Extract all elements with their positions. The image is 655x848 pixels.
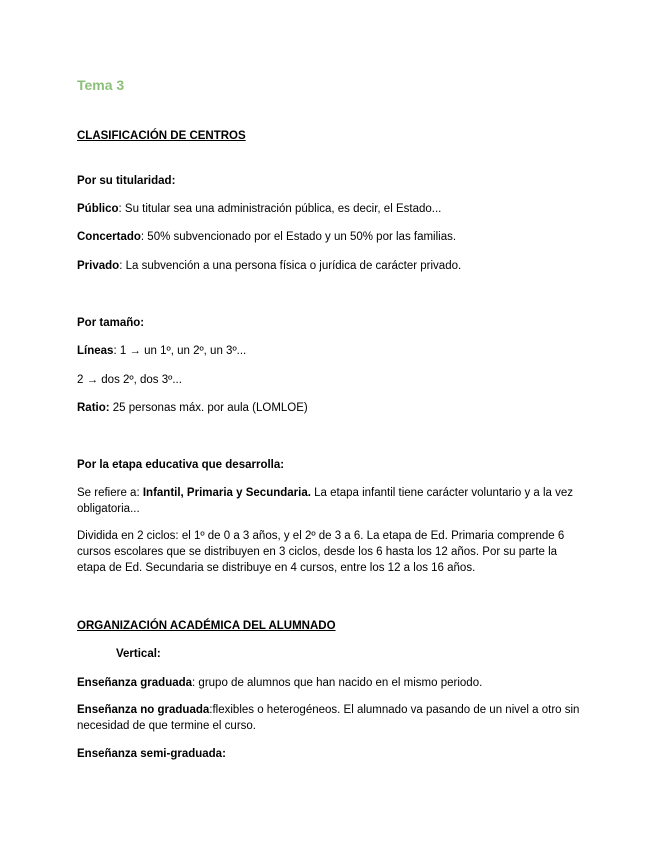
paragraph-etapa-2: Dividida en 2 ciclos: el 1º de 0 a 3 años, y el 2º de 3 a 6. La etapa de Ed. Primaria comprende 6 cursos escolares que se distribuyen en 3 ciclos, desde los 6 hasta los 12 años. Por su parte la etapa de Ed. Secundaria se distribuye en 4 cursos, entre los 12 a los 16 años. <box>77 530 565 574</box>
paragraph-etapa-1 <box>77 485 587 517</box>
subheading-tamano: Por tamaño: <box>77 317 145 329</box>
text-etapa-pre: Se refiere a: <box>77 487 143 499</box>
term-publico: Público <box>77 203 119 215</box>
term-ratio: Ratio: <box>77 402 110 414</box>
text-lineas: : 1 → un 1º, un 2º, un 3º... <box>113 345 247 357</box>
paragraph-graduada <box>77 675 587 691</box>
term-lineas: Líneas <box>77 345 114 357</box>
text-no-graduada: :flexibles o heterogéneos. El alumnado va pasando de un nivel a otro sin necesidad de que termine el curso. <box>77 704 580 732</box>
section-heading-organizacion: ORGANIZACIÓN ACADÉMICA DEL ALUMNADO <box>77 620 336 632</box>
term-graduada: Enseñanza graduada <box>77 677 193 689</box>
section-heading-clasificacion: CLASIFICACIÓN DE CENTROS <box>77 130 246 142</box>
paragraph-publico <box>77 201 587 217</box>
text-privado: : La subvención a una persona física o jurídica de carácter privado. <box>119 260 462 272</box>
text-etapa-post: La etapa infantil tiene carácter voluntario y a la vez obligatoria... <box>77 487 574 515</box>
paragraph-privado <box>77 258 587 274</box>
term-no-graduada: Enseñanza no graduada <box>77 704 210 716</box>
paragraph-concertado <box>77 229 587 245</box>
text-ratio: 25 personas máx. por aula (LOMLOE) <box>109 402 308 414</box>
paragraph-lineas <box>77 343 587 359</box>
text-concertado: : 50% subvencionado por el Estado y un 50% por las familias. <box>140 231 457 243</box>
term-privado: Privado <box>77 260 120 272</box>
term-etapas: Infantil, Primaria y Secundaria. <box>142 487 311 499</box>
text-graduada: : grupo de alumnos que han nacido en el mismo periodo. <box>192 677 483 689</box>
paragraph-ratio <box>77 400 587 416</box>
subheading-semi-graduada: Enseñanza semi-graduada: <box>77 748 226 760</box>
subheading-etapa: Por la etapa educativa que desarrolla: <box>77 459 285 471</box>
paragraph-no-graduada <box>77 702 587 734</box>
term-concertado: Concertado <box>77 231 141 243</box>
subheading-titularidad: Por su titularidad: <box>77 175 176 187</box>
text-publico: : Su titular sea una administración pública, es decir, el Estado... <box>118 203 442 215</box>
doc-title: Tema 3 <box>77 77 125 93</box>
subheading-vertical: Vertical: <box>116 648 161 660</box>
paragraph-lineas-cont: 2 → dos 2º, dos 3º... <box>77 374 182 386</box>
